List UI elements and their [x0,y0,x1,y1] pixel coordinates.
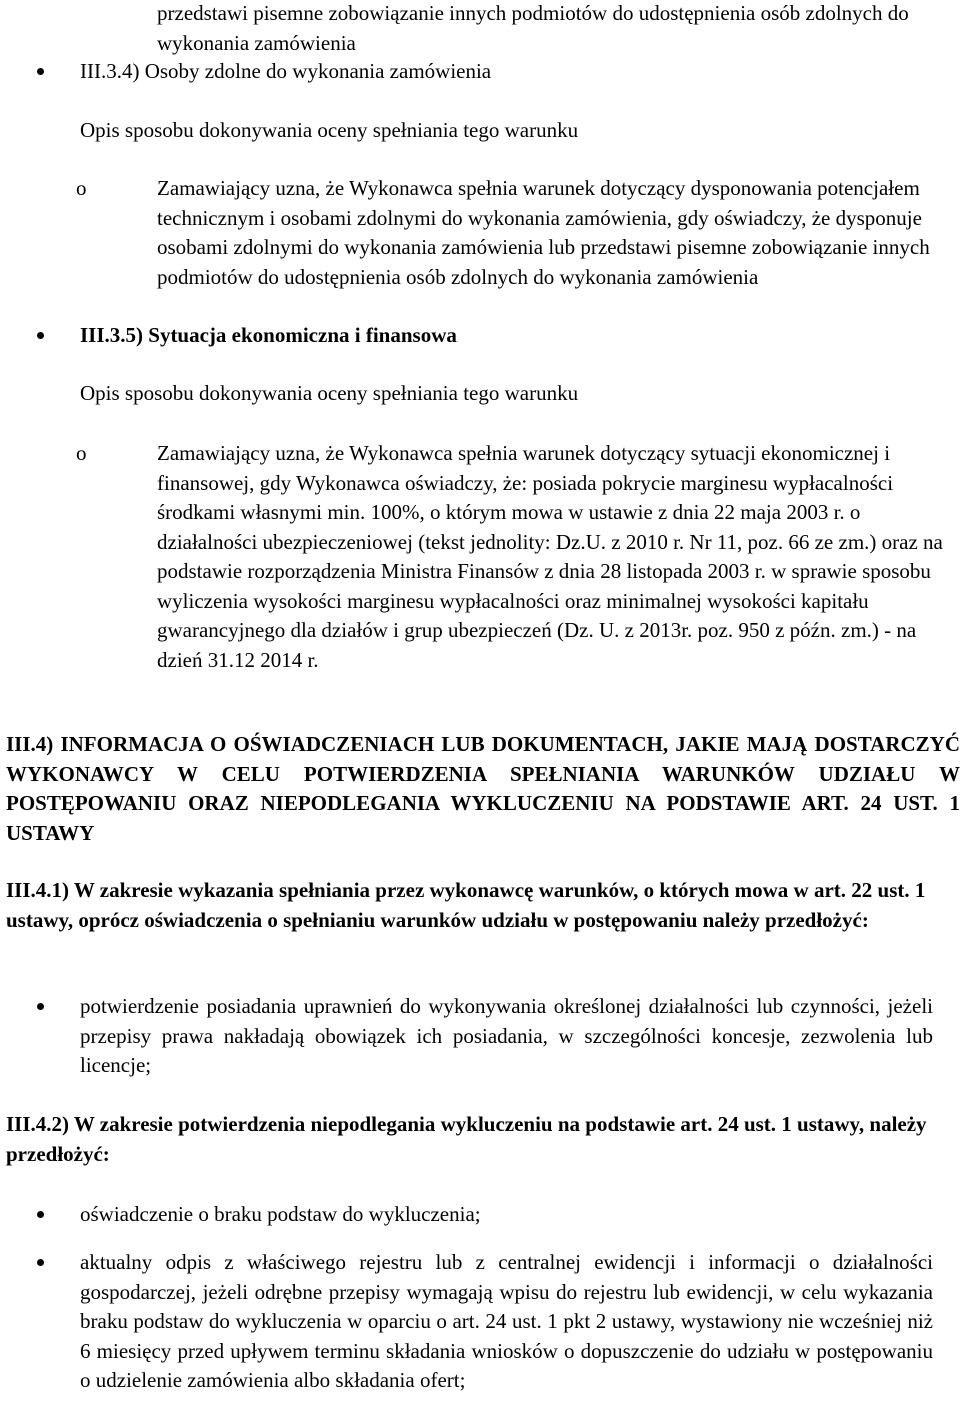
condition-text: Zamawiający uzna, że Wykonawca spełnia warunek dotyczący sytuacji ekonomicznej i finansowej, gdy Wykonawca oświadczy, że: posiada pokrycie marginesu wypłacalności środkami własnymi min. 100%, o którym mowa w ustawie z dnia 22 maja 2003 r. o działalności ubezpieczeniowej (tekst jednolity: Dz.U. z 2010 r. Nr 11, poz. 66 ze zm.) oraz na podstawie rozporządzenia Ministra Finansów z dnia 28 listopada 2003 r. w sprawie sposobu wyliczenia wysokości marginesu wypłacalności oraz minimalnej wysokości kapitału gwarancyjnego dla działów i grup ubezpieczeń (Dz. U. z 2013r. poz. 950 z późn. zm.) - na dzień 31.12 2014 r. [157,441,943,672]
section-heading-iii-4: III.4) INFORMACJA O OŚWIADCZENIACH LUB DOKUMENTACH, JAKIE MAJĄ DOSTARCZYĆ WYKONAWCY W CELU POTWIERDZENIA SPEŁNIANIA WARUNKÓW UDZIAŁU W POSTĘPOWANIU ORAZ NIEPODLEGANIA WYKLUCZENIU NA PODSTAWIE ART. 24 UST. 1 USTAWY [6,732,960,845]
circle-bullet-icon: o [76,176,87,200]
section-heading-iii-4-1: III.4.1) W zakresie wykazania spełniania przez wykonawcę warunków, o których mowa w art. 22 ust. 1 ustawy, oprócz oświadczenia o spełnianiu warunków udziału w postępowaniu należy przedłożyć: [6,878,926,932]
condition-text: Zamawiający uzna, że Wykonawca spełnia warunek dotyczący dysponowania potencjałem technicznym i osobami zdolnymi do wykonania zamówienia, gdy oświadczy, że dysponuje osobami zdolnymi do wykonania zamówienia lub przedstawi pisemne zobowiązanie innych podmiotów do udostępnienia osób zdolnych do wykonania zamówienia [157,176,930,289]
bullet-icon [0,1248,80,1278]
list-item-text: oświadczenie o braku podstaw do wykluczenia; [80,1202,481,1226]
section-heading-iii-3-5: III.3.5) Sytuacja ekonomiczna i finansowa [80,323,457,347]
bullet-item-sytuacja-ekonomiczna [0,321,960,351]
list-item-text: aktualny odpis z właściwego rejestru lub z centralnej ewidencji i informacji o działalności gospodarczej, jeżeli odrębne przepisy wymagają wpisu do rejestru lub ewidencji, w celu wykazania braku podstaw do wykluczenia w oparciu o art. 24 ust. 1 pkt 2 ustawy, wystawiony nie wcześniej niż 6 miesięcy przed upływem terminu składania wniosków o dopuszczenie do udziału w postępowaniu o udzielenie zamówienia albo składania ofert; [80,1250,933,1392]
bullet-item-osoby-zdolne [0,57,960,87]
criteria-description-heading: Opis sposobu dokonywania oceny spełniania tego warunku [80,381,579,405]
list-item-text: potwierdzenie posiadania uprawnień do wykonywania określonej działalności lub czynności, jeżeli przepisy prawa nakładają obowiązek ich posiadania, w szczególności koncesje, zezwolenia lub licencje; [80,994,933,1077]
criteria-description-heading: Opis sposobu dokonywania oceny spełniania tego warunku [80,118,579,142]
bullet-icon [0,1200,80,1230]
continuation-paragraph: przedstawi pisemne zobowiązanie innych podmiotów do udostępnienia osób zdolnych do wykonania zamówienia [157,1,909,55]
bullet-icon [0,992,80,1022]
section-heading-iii-3-4: III.3.4) Osoby zdolne do wykonania zamówienia [80,59,492,83]
circle-bullet-icon: o [76,441,87,465]
bullet-icon [0,57,80,87]
bullet-icon [0,321,80,351]
section-heading-iii-4-2: III.4.2) W zakresie potwierdzenia niepodlegania wykluczeniu na podstawie art. 24 ust. 1 ustawy, należy przedłożyć: [6,1112,927,1166]
